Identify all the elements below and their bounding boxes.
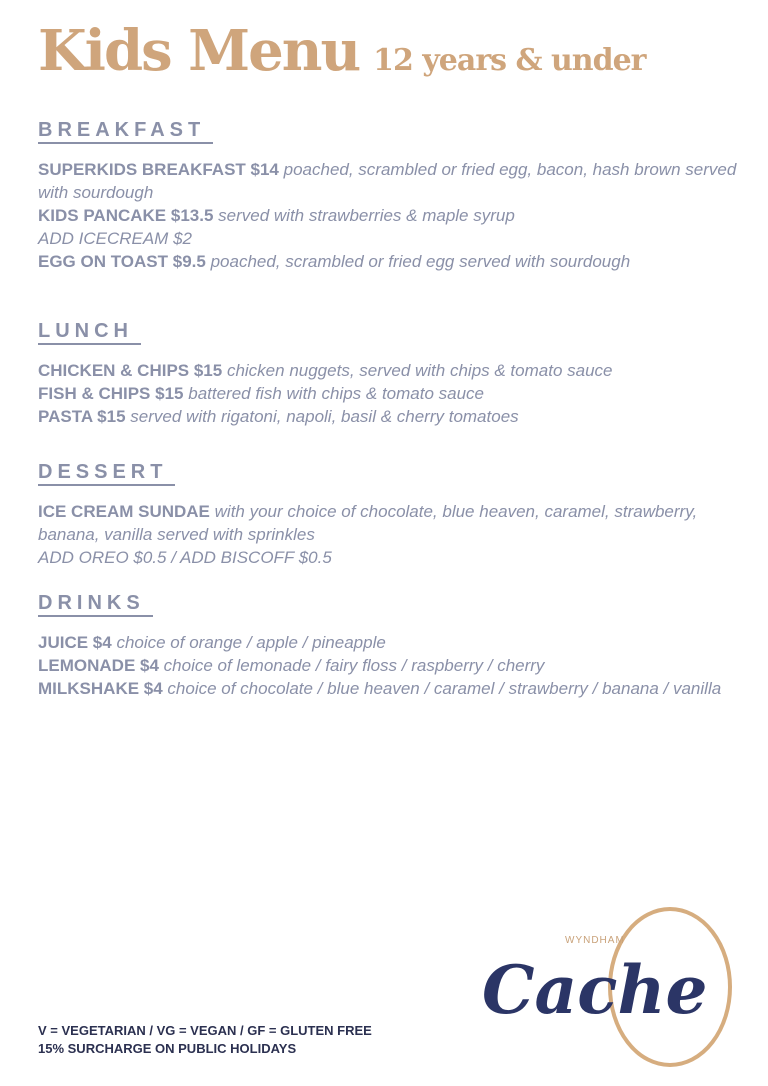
title-main: Kids Menu bbox=[38, 18, 360, 84]
item-desc: choice of lemonade / fairy floss / raspberry / cherry bbox=[163, 656, 545, 675]
item-desc: choice of chocolate / blue heaven / caramel / strawberry / banana / vanilla bbox=[167, 679, 722, 698]
menu-item bbox=[38, 158, 738, 204]
section-heading: LUNCH bbox=[38, 319, 141, 345]
page-title bbox=[38, 18, 645, 84]
menu-item bbox=[38, 204, 738, 227]
menu-item bbox=[38, 631, 738, 654]
section-dessert bbox=[38, 460, 738, 569]
menu-item bbox=[38, 382, 738, 405]
item-name: CHICKEN & CHIPS $15 bbox=[38, 361, 223, 380]
item-desc: choice of orange / apple / pineapple bbox=[116, 633, 386, 652]
item-name: EGG ON TOAST $9.5 bbox=[38, 252, 206, 271]
menu-item bbox=[38, 250, 738, 273]
surcharge-note: 15% SURCHARGE ON PUBLIC HOLIDAYS bbox=[38, 1041, 297, 1056]
logo-cache: Cache bbox=[482, 951, 708, 1029]
item-desc: poached, scrambled or fried egg, bacon, hash brown served with sourdough bbox=[38, 160, 737, 202]
logo-wyndham: WYNDHAM bbox=[565, 935, 625, 946]
item-name: KIDS PANCAKE $13.5 bbox=[38, 206, 214, 225]
item-addon: ADD OREO $0.5 / ADD BISCOFF $0.5 bbox=[38, 548, 332, 567]
dietary-legend: V = VEGETARIAN / VG = VEGAN / GF = GLUTEN FREE bbox=[38, 1023, 372, 1038]
item-name: JUICE $4 bbox=[38, 633, 112, 652]
section-lunch bbox=[38, 319, 738, 428]
cache-logo bbox=[470, 905, 740, 1070]
menu-item bbox=[38, 677, 738, 700]
menu-item bbox=[38, 500, 738, 546]
section-breakfast bbox=[38, 118, 738, 273]
item-name: ICE CREAM SUNDAE bbox=[38, 502, 210, 521]
item-name: PASTA $15 bbox=[38, 407, 126, 426]
item-desc: with your choice of chocolate, blue heaven, caramel, strawberry, banana, vanilla served with sprinkles bbox=[38, 502, 698, 544]
item-name: FISH & CHIPS $15 bbox=[38, 384, 184, 403]
section-drinks bbox=[38, 591, 738, 700]
item-desc: battered fish with chips & tomato sauce bbox=[188, 384, 484, 403]
section-heading: DESSERT bbox=[38, 460, 175, 486]
item-desc: served with rigatoni, napoli, basil & cherry tomatoes bbox=[130, 407, 519, 426]
title-sub: 12 years & under bbox=[373, 43, 646, 78]
item-desc: poached, scrambled or fried egg served with sourdough bbox=[210, 252, 631, 271]
menu-item bbox=[38, 359, 738, 382]
item-name: MILKSHAKE $4 bbox=[38, 679, 163, 698]
item-name: SUPERKIDS BREAKFAST $14 bbox=[38, 160, 279, 179]
item-name: LEMONADE $4 bbox=[38, 656, 159, 675]
item-addon: ADD ICECREAM $2 bbox=[38, 229, 192, 248]
section-heading: BREAKFAST bbox=[38, 118, 213, 144]
item-desc: served with strawberries & maple syrup bbox=[218, 206, 515, 225]
section-heading: DRINKS bbox=[38, 591, 153, 617]
menu-item bbox=[38, 405, 738, 428]
menu-item bbox=[38, 654, 738, 677]
item-desc: chicken nuggets, served with chips & tomato sauce bbox=[226, 361, 613, 380]
footer-notes bbox=[38, 1022, 372, 1058]
